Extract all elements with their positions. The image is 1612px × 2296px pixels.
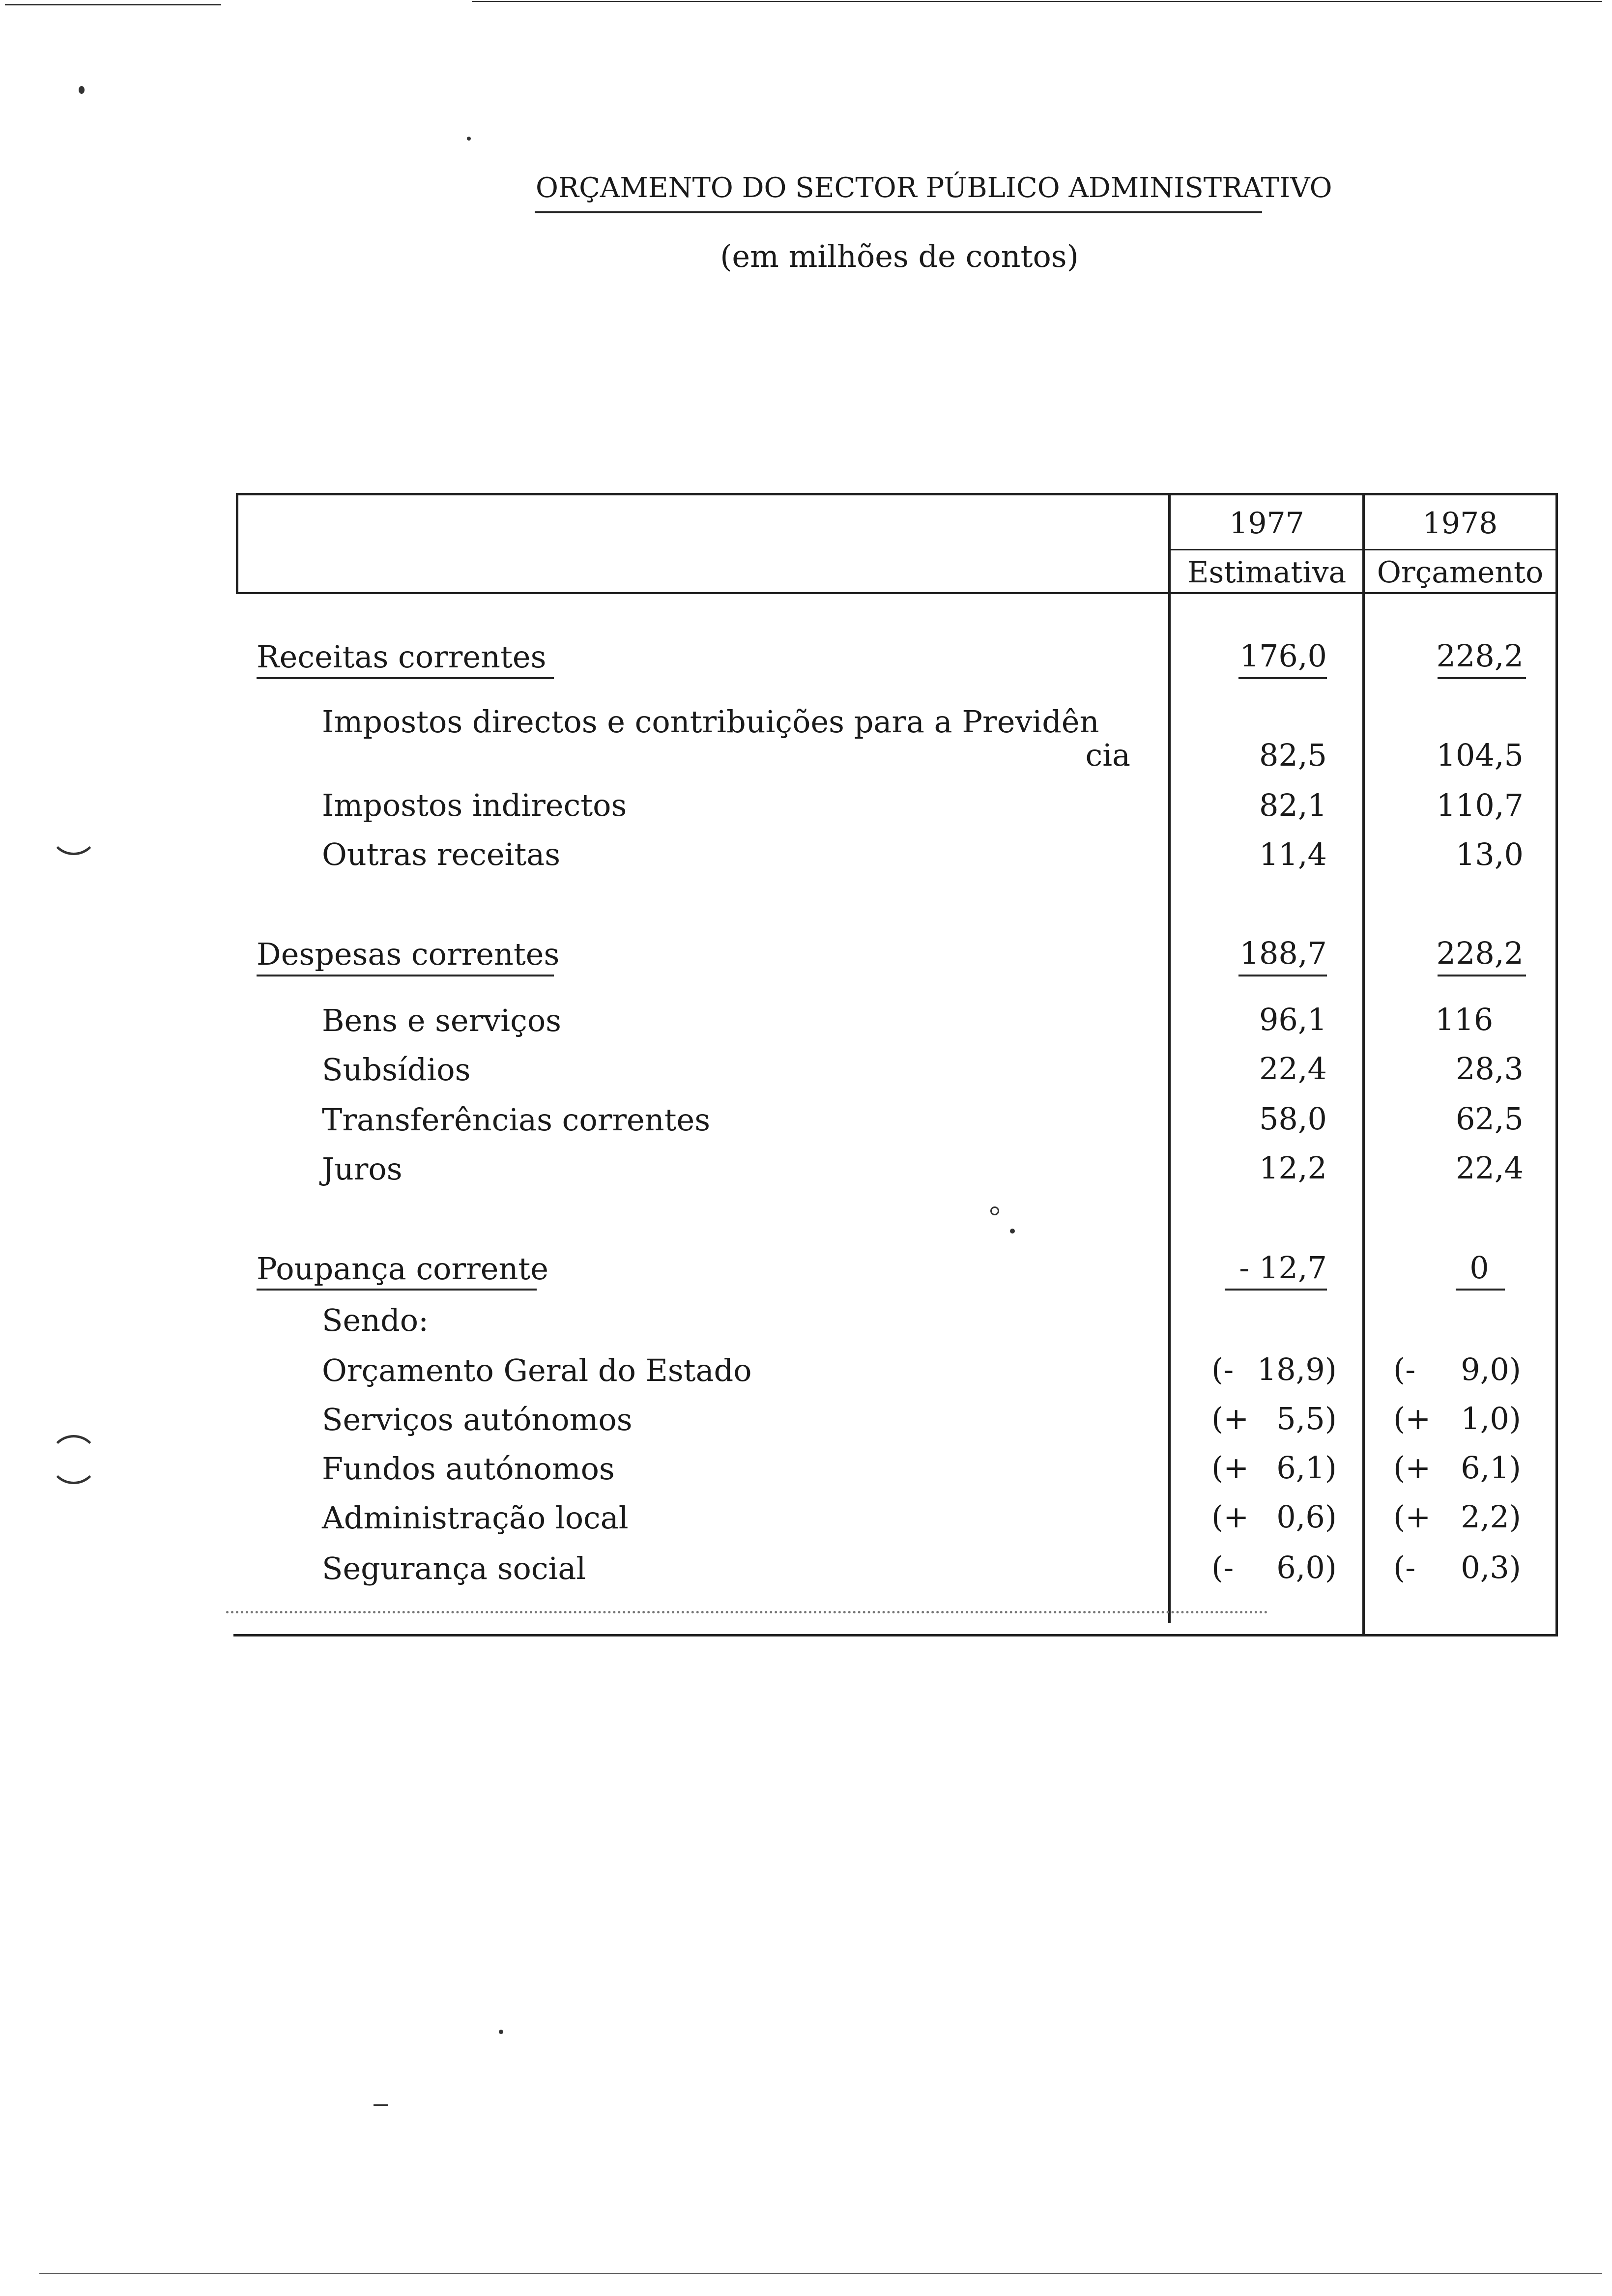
scan-line xyxy=(374,2104,388,2106)
poupanca-1978-underline xyxy=(1456,1289,1505,1291)
receitas-item-label-continuation: cia xyxy=(1085,737,1130,773)
despesas-item-label: Subsídios xyxy=(322,1052,471,1088)
receitas-item-1977: 82,5 xyxy=(1259,737,1327,773)
poupanca-item-label: Segurança social xyxy=(322,1550,586,1586)
despesas-item-1977: 58,0 xyxy=(1259,1101,1327,1137)
receitas-item-1977: 82,1 xyxy=(1259,787,1327,823)
col-1978-left-border xyxy=(1362,493,1365,1634)
poupanca-item-1977-value: 6,1) xyxy=(1276,1450,1337,1486)
poupanca-item-1977: (+ xyxy=(1211,1499,1249,1535)
table-right-border xyxy=(1555,493,1558,1636)
scan-line xyxy=(39,2273,1602,2274)
poupanca-item-label: Fundos autónomos xyxy=(322,1451,615,1487)
despesas-item-1978: 28,3 xyxy=(1455,1051,1524,1087)
receitas-1978-underline xyxy=(1438,677,1526,679)
despesas-item-label: Juros xyxy=(322,1151,403,1187)
sign-1977: + xyxy=(1223,1499,1249,1535)
col-1978-year: 1978 xyxy=(1422,506,1498,541)
sign-1977: - xyxy=(1223,1550,1234,1585)
section-poupanca-label: Poupança corrente xyxy=(257,1251,548,1287)
receitas-1977: 176,0 xyxy=(1239,638,1327,674)
table-bottom-border xyxy=(233,1634,1558,1636)
table-left-border xyxy=(236,493,238,594)
scan-speck xyxy=(467,137,471,141)
col-1978-year-rule xyxy=(1365,549,1556,550)
poupanca-item-1977-value: 18,9) xyxy=(1257,1351,1337,1387)
poupanca-item-1978-value: 9,0) xyxy=(1461,1351,1521,1387)
poupanca-item-1978: (+ xyxy=(1393,1401,1431,1436)
sign-1977: + xyxy=(1223,1450,1249,1486)
section-despesas-label: Despesas correntes xyxy=(257,936,560,972)
sign-1977: + xyxy=(1223,1401,1249,1436)
despesas-item-1978: 22,4 xyxy=(1455,1150,1524,1186)
col-1977-year-rule xyxy=(1171,549,1364,550)
section-receitas-underline xyxy=(257,677,554,679)
col-1977-left-border xyxy=(1168,493,1171,1623)
despesas-1978-underline xyxy=(1438,975,1526,976)
poupanca-item-1978: (- xyxy=(1393,1351,1416,1387)
title-underline xyxy=(535,211,1262,213)
receitas-item-1978: 13,0 xyxy=(1455,836,1524,872)
scan-mark xyxy=(49,1435,98,1484)
sign-1978: + xyxy=(1405,1401,1431,1436)
receitas-item-1978: 104,5 xyxy=(1436,737,1524,773)
poupanca-item-1978-value: 2,2) xyxy=(1461,1499,1521,1535)
sign-1977: - xyxy=(1223,1351,1234,1387)
scan-speck xyxy=(1010,1229,1015,1234)
page-subtitle: (em milhões de contos) xyxy=(720,238,1079,274)
poupanca-item-label: Administração local xyxy=(322,1500,629,1536)
despesas-item-1977: 12,2 xyxy=(1259,1150,1327,1186)
scan-mark xyxy=(49,806,98,855)
poupanca-item-1977: (- xyxy=(1211,1351,1234,1387)
poupanca-item-1978: (+ xyxy=(1393,1450,1431,1486)
scan-speck xyxy=(79,86,85,94)
poupanca-item-1977: (- xyxy=(1211,1550,1234,1585)
dotted-divider xyxy=(226,1611,1268,1613)
section-receitas-label: Receitas correntes xyxy=(257,639,547,675)
poupanca-item-1977-value: 6,0) xyxy=(1276,1550,1337,1585)
table-top-border xyxy=(236,493,1558,495)
poupanca-item-1977-value: 0,6) xyxy=(1276,1499,1337,1535)
despesas-item-1977: 96,1 xyxy=(1259,1002,1327,1037)
table-header-divider xyxy=(236,592,1558,594)
despesas-1978: 228,2 xyxy=(1436,935,1524,971)
poupanca-1977: - 12,7 xyxy=(1239,1250,1327,1286)
poupanca-item-1977-value: 5,5) xyxy=(1276,1401,1337,1436)
poupanca-item-1978-value: 0,3) xyxy=(1461,1550,1521,1585)
poupanca-item-1978: (- xyxy=(1393,1550,1416,1585)
poupanca-item-1978: (+ xyxy=(1393,1499,1431,1535)
sign-1978: + xyxy=(1405,1450,1431,1486)
despesas-item-label: Bens e serviços xyxy=(322,1003,561,1038)
section-despesas-underline xyxy=(257,975,554,976)
scan-speck xyxy=(499,2030,503,2034)
poupanca-item-label: Orçamento Geral do Estado xyxy=(322,1352,752,1388)
despesas-1977-underline xyxy=(1238,975,1327,976)
sendo-label: Sendo: xyxy=(322,1302,429,1338)
sign-1978: + xyxy=(1405,1499,1431,1535)
poupanca-item-label: Serviços autónomos xyxy=(322,1402,633,1437)
receitas-1978: 228,2 xyxy=(1436,638,1524,674)
section-poupanca-underline xyxy=(257,1289,537,1291)
receitas-item-label: Outras receitas xyxy=(322,836,561,872)
receitas-1977-underline xyxy=(1238,677,1327,679)
col-1977-type: Estimativa xyxy=(1187,555,1347,590)
col-1977-year: 1977 xyxy=(1229,506,1304,541)
poupanca-item-1977: (+ xyxy=(1211,1450,1249,1486)
receitas-item-1977: 11,4 xyxy=(1259,836,1327,872)
despesas-1977: 188,7 xyxy=(1239,935,1327,971)
poupanca-item-1977: (+ xyxy=(1211,1401,1249,1436)
scan-line xyxy=(472,1,1602,2)
sign-1978: - xyxy=(1405,1351,1416,1387)
col-1978-type: Orçamento xyxy=(1377,555,1544,590)
poupanca-item-1978-value: 6,1) xyxy=(1461,1450,1521,1486)
poupanca-1977-underline xyxy=(1225,1289,1327,1291)
despesas-item-1978: 116 xyxy=(1435,1002,1494,1037)
receitas-item-1978: 110,7 xyxy=(1436,787,1524,823)
despesas-item-1977: 22,4 xyxy=(1259,1051,1327,1087)
scan-mark xyxy=(990,1206,999,1215)
scan-line xyxy=(5,4,221,5)
receitas-item-label: Impostos directos e contribuições para a Previdên xyxy=(322,704,1099,740)
poupanca-1978: 0 xyxy=(1469,1250,1489,1286)
despesas-item-1978: 62,5 xyxy=(1455,1101,1524,1137)
receitas-item-label: Impostos indirectos xyxy=(322,787,627,823)
despesas-item-label: Transferências correntes xyxy=(322,1102,711,1138)
poupanca-item-1978-value: 1,0) xyxy=(1461,1401,1521,1436)
sign-1978: - xyxy=(1405,1550,1416,1585)
page-title: ORÇAMENTO DO SECTOR PÚBLICO ADMINISTRATIVO xyxy=(536,172,1332,204)
